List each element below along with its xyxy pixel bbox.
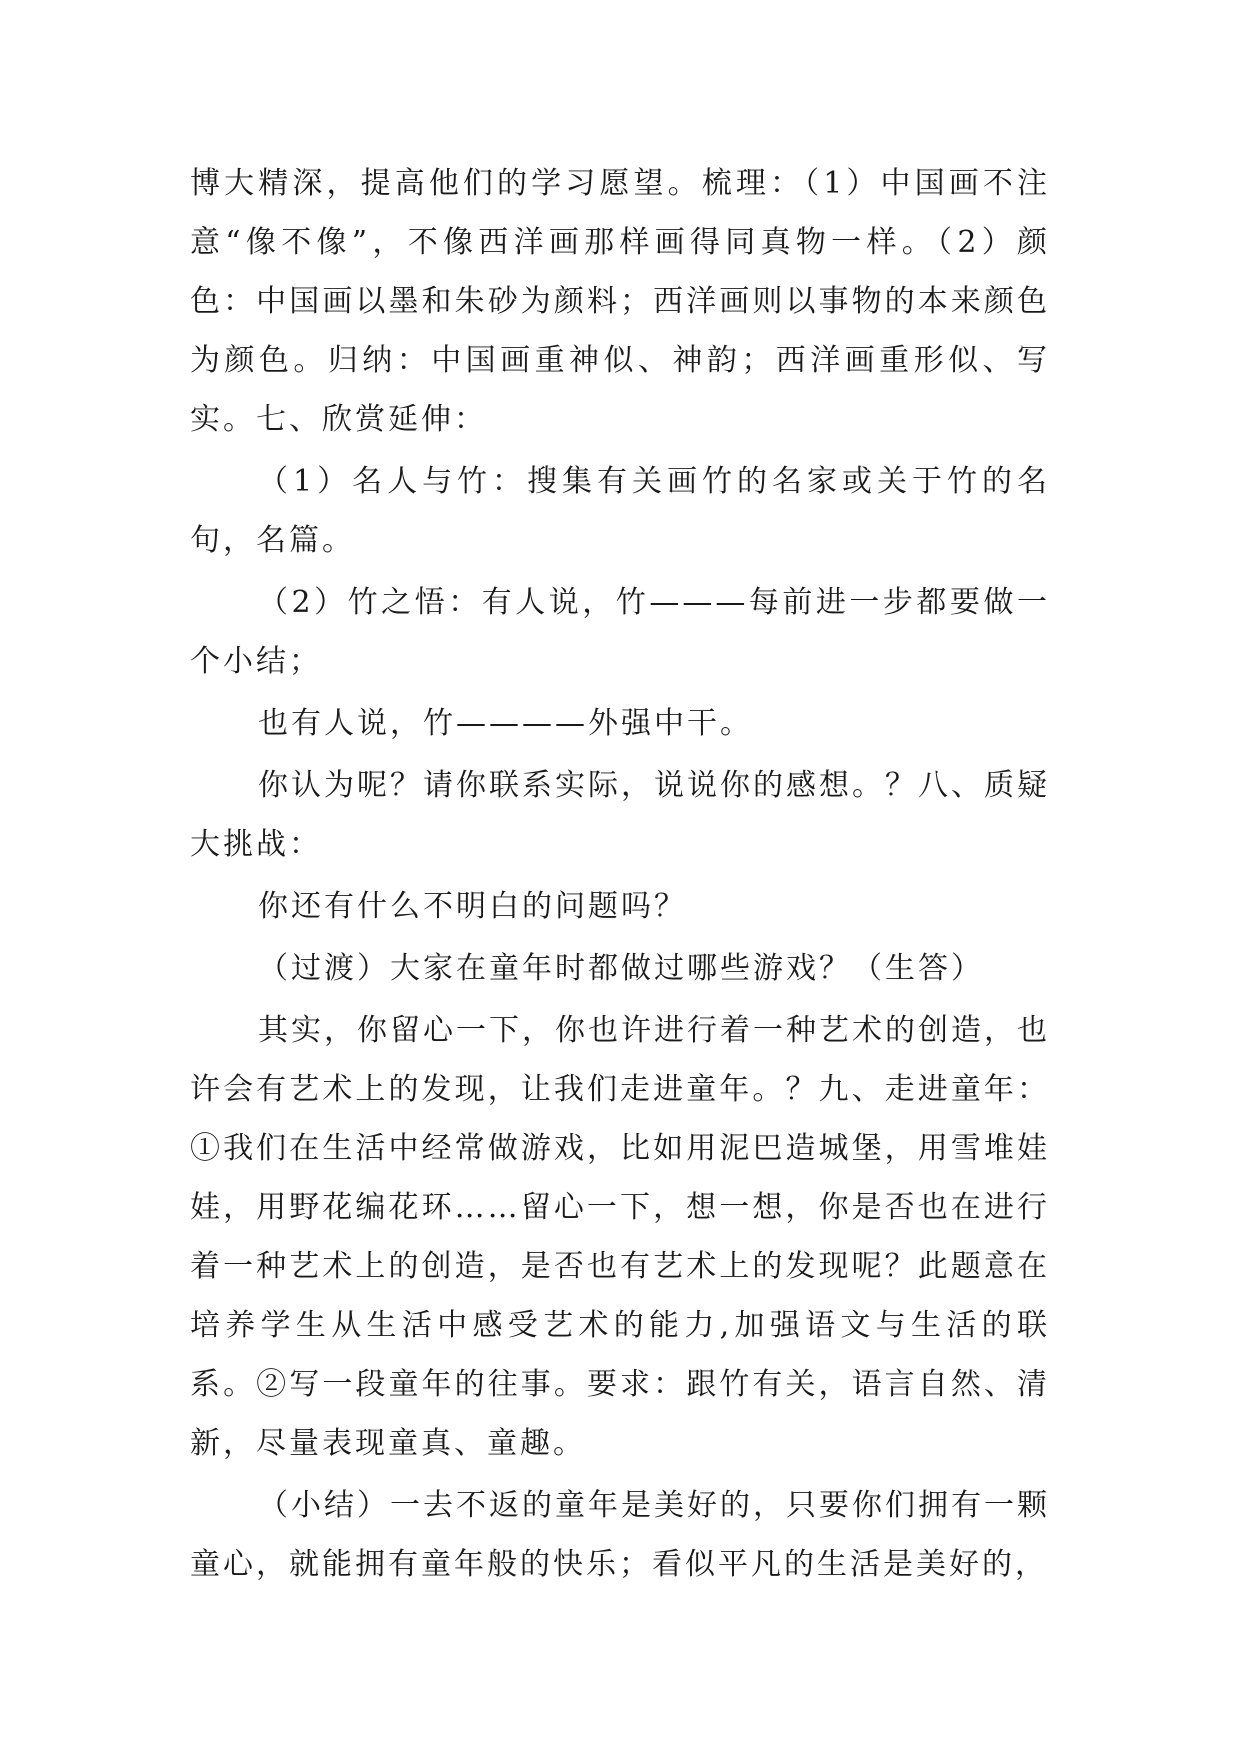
document-body <box>190 154 1050 1594</box>
paragraph: 也有人说，竹————外强中干。 <box>258 706 753 741</box>
paragraph: 你认为呢？请你联系实际，说说你的感想。？八、质疑大挑战： <box>190 768 1050 862</box>
paragraph: 你还有什么不明白的问题吗？ <box>258 889 687 924</box>
paragraph: （2）竹之悟：有人说，竹———每前进一步都要做一个小结； <box>190 585 1050 679</box>
paragraph: 其实，你留心一下，你也许进行着一种艺术的创造，也许会有艺术上的发现，让我们走进童年。？九、走进童年：①我们在生活中经常做游戏，比如用泥巴造城堡，用雪堆娃娃，用野花编花环……留心一下，想一想，你是否也在进行着一种艺术上的创造，是否也有艺术上的发现呢？此题意在培养学生从生活中感受艺术的能力,加强语文与生活的联系。②写一段童年的往事。要求：跟竹有关，语言自然、清新，尽量表现童真、童趣。 <box>190 1013 1050 1461</box>
paragraph: 博大精深，提高他们的学习愿望。梳理：（1）中国画不注意“像不像”，不像西洋画那样画得同真物一样。（2）颜色：中国画以墨和朱砂为颜料；西洋画则以事物的本来颜色为颜色。归纳：中国画重神似、神韵；西洋画重形似、写实。七、欣赏延伸： <box>190 166 1050 437</box>
paragraph: （过渡）大家在童年时都做过哪些游戏？（生答） <box>258 951 984 986</box>
paragraph: （小结）一去不返的童年是美好的，只要你们拥有一颗童心，就能拥有童年般的快乐；看似平凡的生活是美好的， <box>190 1488 1050 1582</box>
paragraph: （1）名人与竹：搜集有关画竹的名家或关于竹的名句，名篇。 <box>190 464 1050 558</box>
